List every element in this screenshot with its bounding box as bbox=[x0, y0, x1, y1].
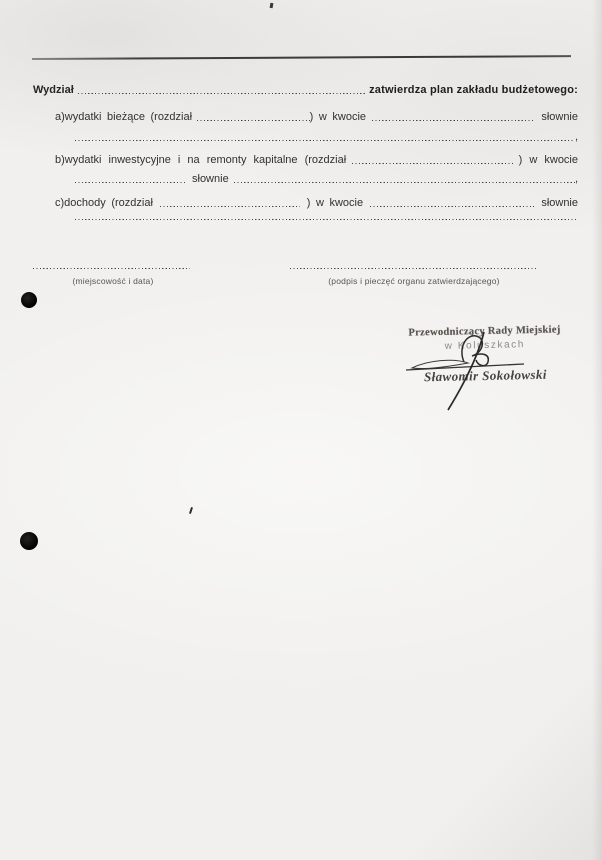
item-text: , bbox=[574, 173, 578, 185]
item-text: , bbox=[574, 131, 578, 143]
header-label: Wydział bbox=[33, 84, 74, 96]
item-c-line1 bbox=[55, 196, 578, 210]
hole-punch bbox=[20, 532, 38, 550]
item-text: słownie bbox=[541, 197, 578, 209]
hole-punch bbox=[21, 292, 37, 308]
item-text: ) w kwocie bbox=[518, 154, 578, 166]
dotted-field bbox=[370, 196, 534, 210]
dotted-field bbox=[75, 130, 575, 144]
dotted-field bbox=[352, 153, 512, 167]
form-header-row bbox=[33, 83, 578, 97]
item-text: wydatki bieżące (rozdział bbox=[64, 111, 193, 123]
dotted-field bbox=[75, 172, 187, 186]
signature-label: (podpis i pieczęć organu zatwierdzającego) bbox=[328, 276, 500, 286]
item-marker: c) bbox=[55, 197, 65, 209]
place-date-field bbox=[33, 259, 190, 269]
item-marker: b) bbox=[55, 154, 65, 166]
stamp-name: Sławomir Sokołowski bbox=[423, 366, 548, 385]
item-text: słownie bbox=[541, 111, 578, 123]
item-a-line2 bbox=[75, 130, 578, 144]
header-suffix: zatwierdza plan zakładu budżetowego: bbox=[369, 84, 578, 96]
approval-stamp bbox=[392, 324, 577, 385]
stamp-city: w Koluszkach bbox=[444, 339, 526, 352]
signature-field bbox=[290, 259, 537, 269]
item-text: ) w kwocie bbox=[306, 197, 364, 209]
dotted-field bbox=[78, 83, 365, 97]
item-text: słownie bbox=[192, 173, 229, 185]
scan-speck bbox=[189, 507, 193, 514]
place-date-label: (miejscowość i data) bbox=[72, 276, 154, 286]
item-marker: a) bbox=[55, 111, 65, 123]
item-b-line1 bbox=[55, 153, 578, 167]
item-b-line2 bbox=[75, 172, 578, 186]
dotted-field bbox=[372, 110, 535, 124]
scan-speck bbox=[270, 3, 274, 8]
dotted-field bbox=[75, 210, 578, 220]
item-text: wydatki inwestycyjne i na remonty kapitalne (rozdział bbox=[64, 154, 347, 166]
item-text: dochody (rozdział bbox=[64, 197, 153, 209]
dotted-field bbox=[197, 110, 310, 124]
item-a-line1 bbox=[55, 110, 578, 124]
top-rule bbox=[32, 55, 571, 60]
dotted-field bbox=[234, 172, 575, 186]
item-text: ) w kwocie bbox=[309, 111, 367, 123]
dotted-field bbox=[160, 196, 300, 210]
stamp-title: Przewodniczący Rady Miejskiej bbox=[408, 324, 561, 339]
